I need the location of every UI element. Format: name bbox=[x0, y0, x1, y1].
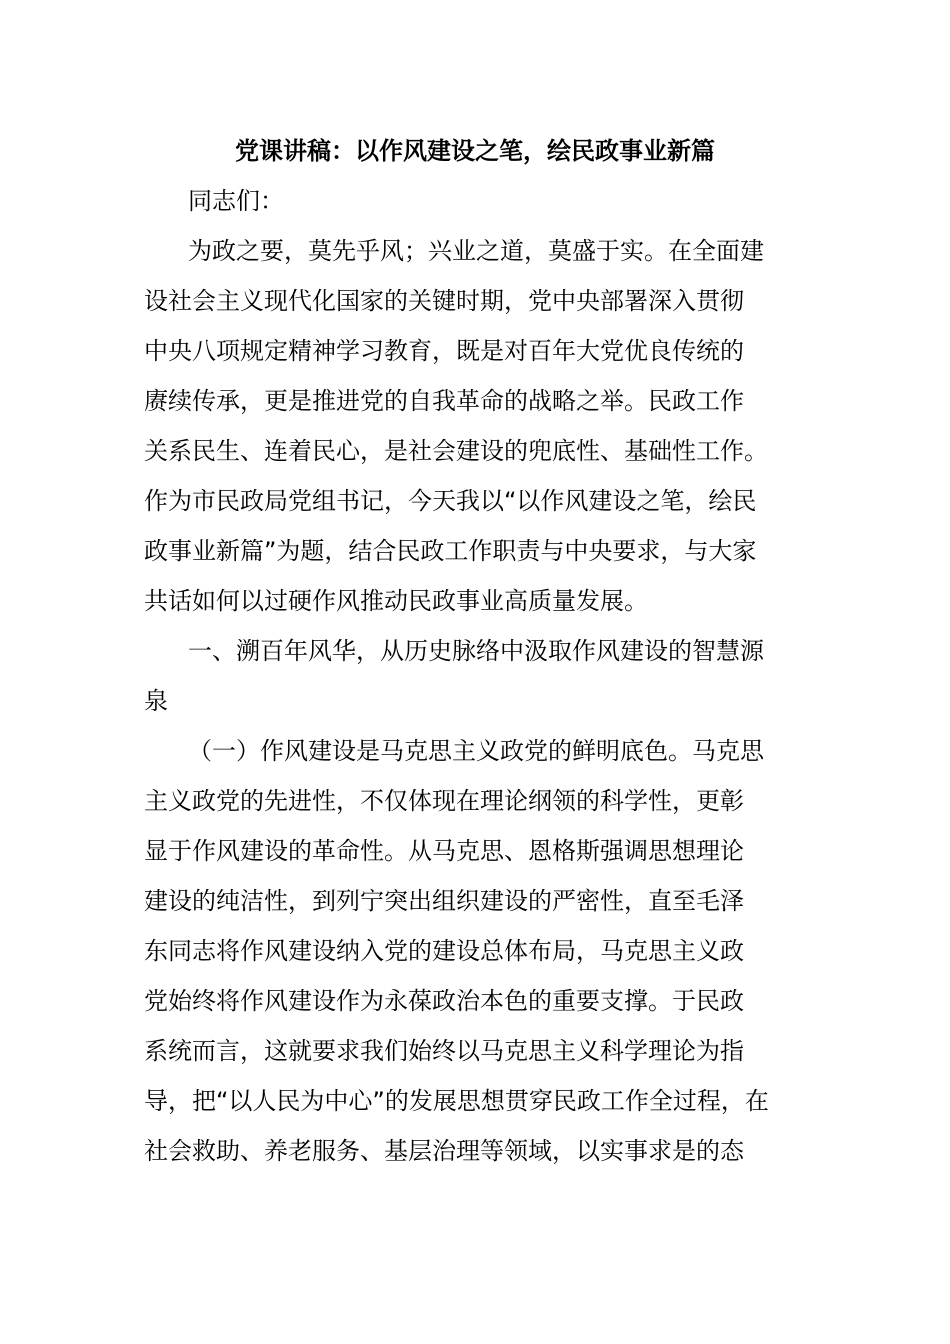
salutation: 同志们： bbox=[188, 187, 284, 215]
paragraph-line: 赓续传承，更是推进党的自我革命的战略之举。民政工作 bbox=[144, 387, 744, 415]
paragraph-line: 系统而言，这就要求我们始终以马克思主义科学理论为指 bbox=[144, 1037, 744, 1065]
paragraph-line: 显于作风建设的革命性。从马克思、恩格斯强调思想理论 bbox=[144, 837, 744, 865]
paragraph-line: 东同志将作风建设纳入党的建设总体布局，马克思主义政 bbox=[144, 937, 744, 965]
paragraph-line: （一）作风建设是马克思主义政党的鲜明底色。马克思 bbox=[188, 737, 764, 765]
section-heading-line: 一、溯百年风华，从历史脉络中汲取作风建设的智慧源 bbox=[188, 637, 764, 665]
paragraph-line: 政事业新篇”为题，结合民政工作职责与中央要求，与大家 bbox=[144, 537, 757, 565]
paragraph-line: 关系民生、连着民心，是社会建设的兜底性、基础性工作。 bbox=[144, 437, 768, 465]
document-title: 党课讲稿：以作风建设之笔，绘民政事业新篇 bbox=[235, 137, 715, 165]
paragraph-line: 建设的纯洁性，到列宁突出组织建设的严密性，直至毛泽 bbox=[144, 887, 744, 915]
paragraph-line: 作为市民政局党组书记，今天我以“以作风建设之笔，绘民 bbox=[144, 487, 757, 515]
paragraph-line: 党始终将作风建设作为永葆政治本色的重要支撑。于民政 bbox=[144, 987, 744, 1015]
paragraph-line: 社会救助、养老服务、基层治理等领域，以实事求是的态 bbox=[144, 1137, 744, 1165]
paragraph-line: 设社会主义现代化国家的关键时期，党中央部署深入贯彻 bbox=[144, 287, 744, 315]
section-heading-line: 泉 bbox=[144, 687, 168, 715]
paragraph-line: 主义政党的先进性，不仅体现在理论纲领的科学性，更彰 bbox=[144, 787, 744, 815]
paragraph-line: 为政之要，莫先乎风；兴业之道，莫盛于实。在全面建 bbox=[188, 237, 764, 265]
paragraph-line: 共话如何以过硬作风推动民政事业高质量发展。 bbox=[144, 587, 648, 615]
paragraph-line: 导，把“以人民为中心”的发展思想贯穿民政工作全过程，在 bbox=[144, 1087, 769, 1115]
paragraph-line: 中央八项规定精神学习教育，既是对百年大党优良传统的 bbox=[144, 337, 744, 365]
